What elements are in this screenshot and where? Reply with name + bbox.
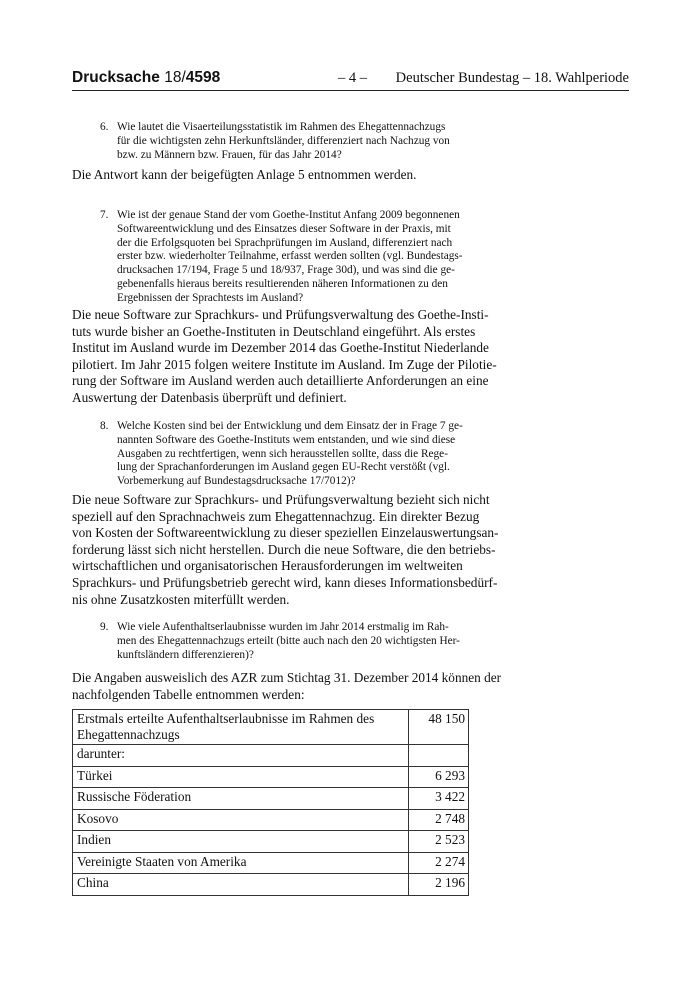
table-cell-label: Erstmals erteilte Aufenthaltserlaubnisse im Rahmen des Ehegattennachzugs — [73, 710, 409, 745]
table-row-subheading — [73, 745, 469, 767]
question-line: erster bzw. wiederholter Teilnahme, erfasst werden sollten (vgl. Bundestags- — [117, 250, 463, 263]
table-cell-country: Türkei — [73, 766, 409, 788]
question-line: bzw. zu Männern bzw. Frauen, für das Jahr 2014? — [117, 148, 342, 161]
answer-7 — [72, 307, 497, 407]
answer-line: speziell auf den Sprachnachweis zum Ehegattennachzug. Ein direkter Bezug — [72, 508, 480, 524]
table-cell-value: 48 150 — [409, 710, 469, 745]
table-row-total — [73, 710, 469, 745]
answer-line: Auswertung der Datenbasis überprüft und definiert. — [72, 389, 347, 405]
answer-line: Die neue Software zur Sprachkurs- und Prüfungsverwaltung des Goethe-Insti- — [72, 307, 489, 322]
table-cell-value: 3 422 — [409, 788, 469, 810]
question-line: gebenenfalls hieraus bereits resultierenden näheren Informationen zu den — [117, 277, 448, 290]
answer-line: Sprachkurs- und Prüfungsbetrieb gerecht wird, kann dieses Informationsbedürf- — [72, 574, 498, 590]
table-cell-country: China — [73, 874, 409, 896]
question-line: Wie lautet die Visaerteilungsstatistik im Rahmen des Ehegattennachzugs — [117, 121, 446, 133]
table-cell-value: 2 196 — [409, 874, 469, 896]
answer-line: wirtschaftlichen und organisatorischen Herausforderungen im weltweiten — [72, 558, 463, 574]
table-cell-value: 2 274 — [409, 852, 469, 874]
table-row — [73, 852, 469, 874]
table-cell-country: Indien — [73, 831, 409, 853]
question-line: Wie viele Aufenthaltserlaubnisse wurden im Jahr 2014 erstmalig im Rah- — [117, 621, 449, 633]
question-line: Vorbemerkung auf Bundestagsdrucksache 17/7012)? — [117, 475, 356, 488]
header-rule — [72, 90, 629, 91]
publisher: Deutscher Bundestag – 18. Wahlperiode — [395, 70, 629, 86]
answer-line: Institut im Ausland wurde im Dezember 2014 das Goethe-Institut Niederlande — [72, 340, 489, 356]
answer-line: tuts wurde bisher an Goethe-Instituten in Deutschland eingeführt. Als erstes — [72, 323, 476, 339]
table-row — [73, 874, 469, 896]
answer-line: nachfolgenden Tabelle entnommen werden: — [72, 686, 305, 702]
question-number: 9. — [100, 621, 109, 633]
answer-line: von Kosten der Softwareentwicklung zu dieser speziellen Einzelauswertungsan- — [72, 525, 499, 541]
answer-line: nis ohne Zusatzkosten miterfüllt werden. — [72, 591, 290, 607]
residence-permit-table — [72, 709, 469, 896]
question-line: Welche Kosten sind bei der Entwicklung und dem Einsatz der in Frage 7 ge- — [117, 420, 463, 432]
question-line: nannten Software des Goethe-Instituts wem entstanden, und wie sind diese — [117, 433, 456, 446]
table-cell-empty — [409, 745, 469, 767]
question-line: men des Ehegattennachzugs erteilt (bitte auch nach den 20 wichtigsten Her- — [117, 634, 460, 647]
question-9 — [100, 621, 469, 662]
table-row — [73, 766, 469, 788]
table-row — [73, 809, 469, 831]
answer-6: Die Antwort kann der beigefügten Anlage 5 entnommen werden. — [72, 167, 417, 182]
page-number: – 4 – — [338, 70, 367, 86]
answer-line: Die neue Software zur Sprachkurs- und Prüfungsverwaltung bezieht sich nicht — [72, 492, 490, 507]
table-cell-country: Russische Föderation — [73, 788, 409, 810]
table-cell-country: Kosovo — [73, 809, 409, 831]
question-6 — [100, 121, 469, 162]
table-cell-value: 2 748 — [409, 809, 469, 831]
question-line: Wie ist der genaue Stand der vom Goethe-Institut Anfang 2009 begonnenen — [117, 209, 460, 221]
answer-line: forderung lässt sich nicht herstellen. Durch die neue Software, die den betriebs- — [72, 541, 496, 557]
question-7 — [100, 209, 469, 306]
question-line: lung der Sprachanforderungen im Ausland gegen EU-Recht verstößt (vgl. — [117, 461, 450, 474]
answer-8 — [72, 492, 499, 608]
question-line: Ergebnissen der Sprachtests im Ausland? — [117, 291, 304, 304]
question-8 — [100, 420, 469, 489]
doc-number-part1: 18/ — [164, 69, 186, 86]
table-cell-country: Vereinigte Staaten von Amerika — [73, 852, 409, 874]
question-line: für die wichtigsten zehn Herkunftsländer, differenziert nach Nachzug von — [117, 134, 450, 147]
answer-line: rung der Software im Ausland werden auch detaillierte Anforderungen an eine — [72, 373, 489, 389]
page-header — [72, 68, 629, 88]
question-line: kunftsländern differenzieren)? — [117, 648, 254, 661]
table-cell-value: 2 523 — [409, 831, 469, 853]
question-line: der die Erfolgsquoten bei Sprachprüfungen im Ausland, differenziert nach — [117, 236, 453, 249]
document-number — [72, 68, 220, 88]
answer-9 — [72, 670, 502, 703]
question-number: 8. — [100, 420, 109, 432]
question-number: 6. — [100, 121, 109, 133]
table-row — [73, 831, 469, 853]
question-line: Softwareentwicklung und des Einsatzes dieser Software in der Praxis, mit — [117, 222, 451, 235]
doc-number-part2: 4598 — [185, 69, 221, 86]
doc-prefix: Drucksache — [72, 69, 160, 86]
question-line: drucksachen 17/194, Frage 5 und 18/937, Frage 30d), und was sind die ge- — [117, 264, 455, 277]
table-cell-value: 6 293 — [409, 766, 469, 788]
answer-line: Die Angaben ausweislich des AZR zum Stichtag 31. Dezember 2014 können der — [72, 670, 502, 685]
table-row — [73, 788, 469, 810]
table-cell-label: darunter: — [73, 745, 409, 767]
question-number: 7. — [100, 209, 109, 221]
question-line: Ausgaben zu rechtfertigen, wenn sich herausstellen sollte, dass die Rege- — [117, 447, 448, 460]
answer-line: pilotiert. Im Jahr 2015 folgen weitere Institute im Ausland. Im Zuge der Pilotie- — [72, 356, 497, 372]
